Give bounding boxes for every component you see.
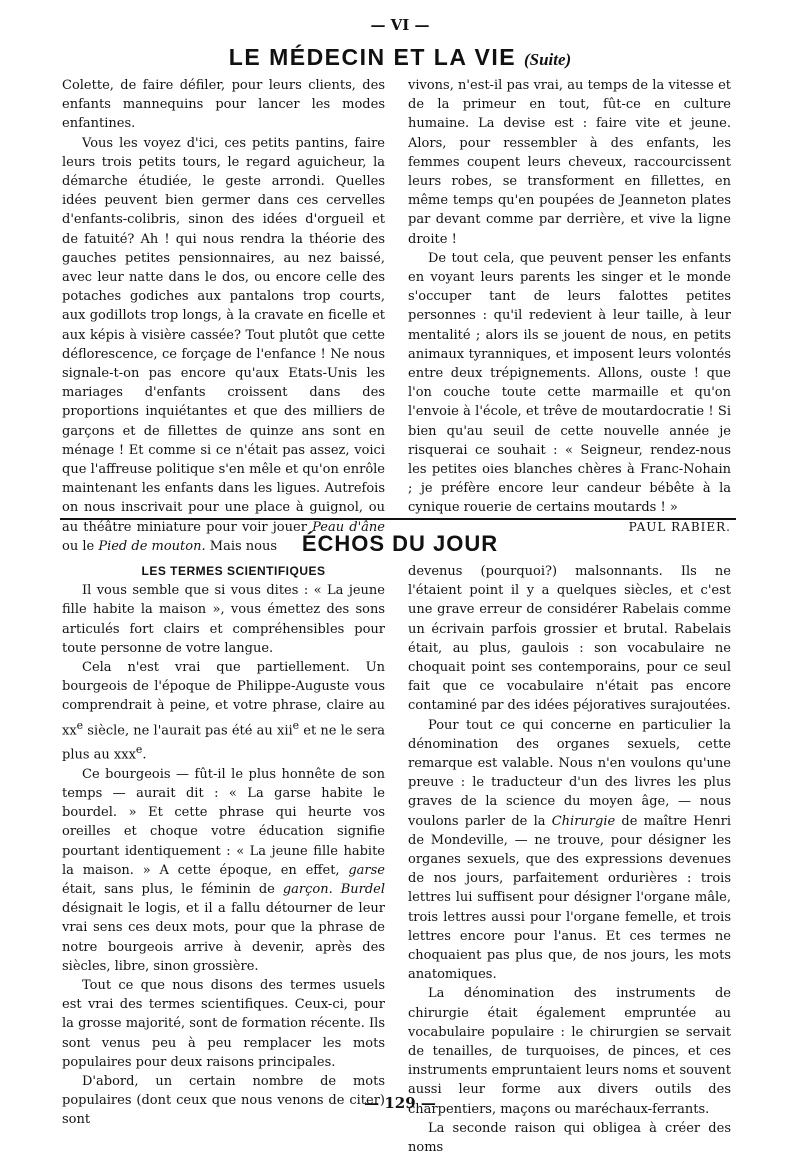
paragraph: De tout cela, que peuvent penser les enfants en voyant leurs parents les singer et le monde s'occuper tant de leurs falottes petites personnes : qu'il redevient à leur taille, à leur mentalité ; alors ils se jouent de nous, en petits animaux tyranniques, et imposent leurs volontés entre deux trépignements. Allons, ouste ! que l'on couche toute cette marmaille et qu'on l'envoie à l'école, et trêve de moutardocratie ! Si bien qu'au seuil de cette nouvelle année je risquerai ce souhait : « Seigneur, rendez-nous les petites oies blanches chères à Franc-Nohain ; je préfère encore leur candeur bébête à la cynique rouerie de certains moutards ! » bbox=[408, 250, 731, 516]
section2-column-left bbox=[62, 562, 385, 1130]
section-title: ÉCHOS DU JOUR bbox=[301, 531, 499, 556]
page-number: — 129 — bbox=[364, 1094, 436, 1112]
paragraph: Il vous semble que si vous dites : « La jeune fille habite la maison », vous émettez des sons articulés fort clairs et compréhensibles pour toute personne de votre langue. bbox=[62, 583, 385, 656]
header-title: LE MÉDECIN ET LA VIE bbox=[228, 44, 517, 70]
paragraph: La seconde raison qui obligea à créer des noms bbox=[408, 1120, 731, 1156]
section2-column-right bbox=[408, 562, 731, 1157]
author-signature: PAUL RABIER. bbox=[628, 519, 731, 534]
paragraph: Cela n'est vrai que partiellement. Un bourgeois de l'époque de Philippe-Auguste vous comprendrait à peine, et votre phrase, claire au $xx^e$ siècle, ne l'aurait pas été au xii$^e$ et ne le sera plus au xxx$^e$. bbox=[62, 660, 386, 763]
paragraph: La dénomination des instruments de chirurgie était également empruntée au vocabulaire populaire : le chirurgien se servait de tenailles, de turquoises, de pinces, et ces instruments empruntaient leurs noms et souvent aussi leur forme aux divers outils des charpentiers, maçons ou maréchaux-ferrants. bbox=[408, 986, 731, 1117]
header-suite: (Suite) bbox=[523, 50, 572, 69]
italic-title: Peau d'âne bbox=[312, 519, 385, 535]
paragraph: Tout ce que nous disons des termes usuels est vrai des termes scientifiques. Ceux-ci, pour la grosse majorité, sont de formation récente. Ils sont venus peu à peu remplacer les mots populaires pour deux raisons principales. bbox=[62, 977, 385, 1070]
paragraph: vivons, n'est-il pas vrai, au temps de la vitesse et de la primeur en tout, fût-ce en culture humaine. La devise est : faire vite et jeune. Alors, pour ressembler à des enfants, les femmes coupent leurs cheveux, raccourcissent leurs robes, se transforment en fillettes, en même temps qu'en poupées de Jeanneton plates par devant comme par derrière, et vive la ligne droite ! bbox=[408, 78, 731, 247]
running-header bbox=[0, 44, 800, 71]
article1-column-right bbox=[408, 76, 731, 537]
page-roman-number: — VI — bbox=[370, 16, 430, 34]
paragraph: D'abord, un certain nombre de mots populaires (dont ceux que nous venons de citer) sont bbox=[62, 1073, 385, 1128]
paragraph: Vous les voyez d'ici, ces petits pantins, faire leurs trois petits tours, le regard aguicheur, la démarche étudiée, le geste arrondi. Quelles idées peuvent bien germer dans ces cervelles d'enfants-colibris, sinon des idées d'orgueil et de fatuité? Ah ! qui nous rendra la théorie des gauches petites pensionnaires, au nez baissé, avec leur natte dans le dos, ou encore celle des potaches godiches aux pantalons trop courts, aux godillots trop longs, à la cravate en ficelle et aux képis à visière cassée? Tout plutôt que cette déflorescence, ce forçage de l'enfance ! Ne nous signale-t-on pas encore qu'aux Etats-Unis les mariages d'enfants croissent dans des proportions inquiétantes et que des milliers de garçons et de fillettes de quinze ans sont en ménage ! Et comme si ce n'était pas assez, voici que l'affreuse politique s'en mêle et qu'on enrôle maintenant les enfants dans les ligues. Autrefois on nous inscrivait pour une place à guignol, ou au théâtre miniature pour voir jouer Peau d'âne ou le Pied de mouton. Mais nous bbox=[62, 135, 385, 554]
article1-column-left bbox=[62, 76, 385, 556]
section-subtitle: LES TERMES SCIENTIFIQUES bbox=[141, 564, 326, 578]
paragraph: Pour tout ce qui concerne en particulier la dénomination des organes sexuels, cette remarque est valable. Nous n'en voulons qu'une preuve : le traducteur d'un des livres les plus graves de la science du moyen âge, — nous voulons parler de la Chirurgie de maître Henri de Mondeville, — ne trouve, pour désigner les organes sexuels, que des expressions devenues de nos jours, parfaitement ordurières : trois lettres lui suffisent pour désigner l'organe mâle, trois lettres aussi pour l'organe femelle, et trois lettres encore pour l'anus. Et ces termes ne choquaient pas plus que, de nos jours, les mots anatomiques. bbox=[408, 717, 731, 983]
paragraph: Ce bourgeois — fût-il le plus honnête de son temps — aurait dit : « La garse habite le bourdel. » Et cette phrase qui heurte vos oreilles et choque votre éducation signifie pourtant identiquement : « La jeune fille habite la maison. » A cette époque, en effet, garse était, sans plus, le féminin de garçon. Burdel désignait le logis, et il a fallu détourner de leur vrai sens ces deux mots, pour que la phrase de notre bourgeois arrive à devenir, après des siècles, libre, sinon grossière. bbox=[62, 766, 386, 974]
section-divider bbox=[60, 518, 736, 520]
paragraph: devenus (pourquoi?) malsonnants. Ils ne l'étaient point il y a quelques siècles, et c'est une grave erreur de considérer Rabelais comme un écrivain parfois grossier et brutal. Rabelais était, au plus, gaulois : son vocabulaire ne choquait point ses contemporains, pour ce seul fait que ce vocabulaire n'était pas encore contaminé par des idées péjoratives surajoutées. bbox=[408, 564, 731, 714]
paragraph: Colette, de faire défiler, pour leurs clients, des enfants mannequins pour lancer les modes enfantines. bbox=[62, 78, 385, 132]
italic-title: Pied de mouton. bbox=[98, 538, 206, 554]
